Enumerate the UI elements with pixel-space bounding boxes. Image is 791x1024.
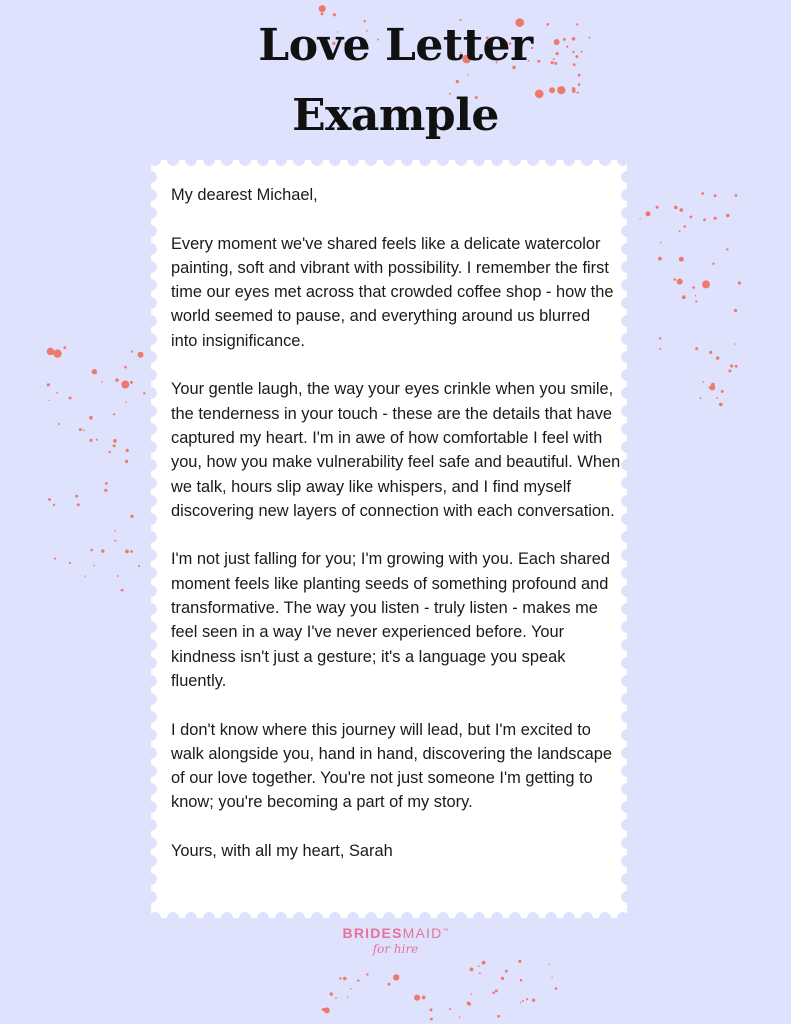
paint-dot — [695, 300, 697, 302]
bridesmaid-for-hire-logo — [0, 925, 791, 956]
paint-dot — [680, 208, 684, 212]
paint-dot — [124, 366, 127, 369]
paint-dot — [660, 242, 662, 244]
paint-dot — [639, 218, 640, 219]
letter-paragraph: Your gentle laugh, the way your eyes crinkle when you smile, the tenderness in your touch - these are the details that have captured my heart. I'm in awe of how comfortable I feel with you, how you make vulnerability feel safe and beautiful. When we talk, hours slip away like whispers, and I find myself discovering new layers of connection with each conversation. — [171, 380, 621, 520]
paint-dot — [716, 397, 718, 399]
paint-dot — [131, 351, 133, 353]
paint-dot — [47, 383, 50, 386]
paint-dot — [456, 80, 459, 83]
paint-dot — [126, 449, 129, 452]
paint-dot — [59, 353, 61, 355]
paint-dot — [716, 356, 719, 359]
stamp-right-edge — [620, 168, 627, 910]
paint-dot — [58, 423, 60, 425]
logo-trademark: ™ — [442, 928, 449, 935]
paint-dot — [449, 1008, 451, 1010]
paint-dot — [48, 498, 51, 501]
letter-paragraph: I don't know where this journey will lead, but I'm excited to walk alongside you, hand in hand, discovering the landscape of our love together. You're not just someone I'm getting to know; you're becoming a part of my story. — [171, 720, 613, 812]
paint-dot — [690, 216, 693, 219]
paint-dot — [459, 1016, 460, 1017]
stamp-left-edge — [151, 168, 158, 910]
paint-dot — [721, 390, 724, 393]
paint-dot — [692, 286, 695, 289]
paint-dot — [578, 74, 581, 77]
paint-dot — [109, 451, 111, 453]
paint-dot — [414, 995, 420, 1001]
paint-dot — [47, 348, 55, 356]
paint-dot — [56, 392, 58, 394]
paint-dot — [113, 444, 116, 447]
paint-dot — [330, 992, 333, 995]
paint-dot — [388, 983, 391, 986]
paint-dot — [347, 996, 349, 998]
paint-dot — [343, 977, 347, 981]
paint-dot — [468, 74, 469, 75]
paint-dot — [138, 352, 144, 358]
paint-dot — [479, 972, 481, 974]
paint-dot — [548, 964, 549, 965]
paint-dot — [526, 998, 528, 1000]
paint-dot — [54, 557, 56, 559]
paint-dot — [518, 960, 521, 963]
paint-dot — [121, 381, 129, 389]
paint-dot — [482, 961, 486, 965]
paint-dot — [719, 403, 723, 407]
paint-dot — [69, 562, 71, 564]
paint-dot — [738, 281, 741, 284]
paint-dot — [114, 530, 116, 532]
paint-dot — [335, 997, 337, 999]
paint-dot — [659, 337, 661, 339]
paint-dot — [69, 397, 72, 400]
paint-dot — [114, 540, 116, 542]
paint-dot — [339, 977, 341, 979]
paint-dot — [113, 413, 115, 415]
paint-dot — [679, 257, 684, 262]
paint-dot — [113, 439, 117, 443]
paint-dot — [659, 348, 661, 350]
paint-dot — [492, 992, 495, 995]
paint-dot — [726, 214, 730, 218]
paint-dot — [714, 194, 717, 197]
paint-dot — [101, 549, 104, 552]
paint-dot — [93, 565, 95, 567]
paint-dot — [709, 351, 712, 354]
paint-dot — [104, 489, 107, 492]
paint-dot — [77, 503, 80, 506]
paint-dot — [430, 1018, 433, 1021]
letter-salutation: My dearest Michael, — [171, 186, 318, 204]
paint-dot — [728, 369, 731, 372]
paint-dot — [505, 970, 508, 973]
paint-dot — [53, 504, 55, 506]
paint-dot — [357, 979, 359, 981]
paint-dot — [366, 973, 368, 975]
paint-dot — [551, 977, 552, 978]
paint-dot — [658, 257, 662, 261]
logo-brand-light: MAID — [402, 925, 443, 941]
paint-dot — [520, 979, 523, 982]
paint-dot — [115, 378, 119, 382]
letter-body — [171, 183, 621, 863]
paint-dot — [497, 1015, 500, 1018]
paint-dot — [96, 439, 98, 441]
paint-dot — [674, 278, 677, 281]
paint-dot — [646, 211, 651, 216]
paint-dot — [121, 589, 124, 592]
paint-dot — [91, 549, 94, 552]
paint-dot — [130, 515, 133, 518]
paint-dot — [125, 460, 128, 463]
paint-dot — [701, 192, 704, 195]
paint-dot — [63, 346, 66, 349]
paint-dot — [677, 279, 683, 285]
paint-dot — [89, 439, 92, 442]
paint-dot — [125, 550, 129, 554]
paint-dot — [350, 988, 351, 989]
paint-dot — [101, 381, 103, 383]
paint-dot — [430, 1008, 433, 1011]
paint-dot — [138, 565, 140, 567]
paint-dot — [711, 383, 715, 387]
paint-dot — [682, 295, 686, 299]
paint-dot — [683, 225, 686, 228]
paint-dot — [520, 1002, 521, 1003]
paint-dot — [532, 999, 535, 1002]
paint-dot — [674, 206, 678, 210]
paint-dot — [501, 977, 504, 980]
paint-dot — [85, 575, 86, 576]
paint-dot — [471, 993, 472, 994]
letter-paragraph: Every moment we've shared feels like a delicate watercolor painting, soft and vibrant with possibility. I remember the first time our eyes met across that crowded coffee shop - how the world seemed to pause, and everything around us blurred into insignificance. — [171, 234, 614, 350]
paint-dot — [105, 482, 108, 485]
paint-dot — [679, 230, 681, 232]
paint-dot — [422, 996, 426, 1000]
paint-dot — [735, 194, 738, 197]
paint-dot — [714, 217, 717, 220]
paint-dot — [700, 397, 702, 399]
logo-wordmark — [0, 925, 791, 941]
paint-dot — [75, 495, 78, 498]
paint-dot — [703, 218, 706, 221]
paint-dot — [555, 987, 558, 990]
paint-dot — [467, 1002, 471, 1006]
paint-dot — [735, 365, 738, 368]
letter-paragraph: I'm not just falling for you; I'm growing with you. Each shared moment feels like planting seeds of something profound and transformative. The way you listen - truly listen - makes me feel seen in a way I've never experienced before. Your kindness isn't just a gesture; it's a language you speak fluently. — [171, 550, 610, 690]
paint-dot — [702, 381, 704, 383]
paint-dot — [130, 550, 133, 553]
paint-dot — [726, 248, 728, 250]
paint-dot — [126, 402, 128, 404]
page-title-line-1: Love Letter — [258, 20, 533, 71]
paint-dot — [695, 295, 697, 297]
paint-dot — [470, 968, 474, 972]
paint-dot — [393, 974, 399, 980]
paint-dot — [478, 965, 480, 967]
paint-dot — [708, 387, 710, 389]
paint-dot — [130, 381, 133, 384]
paint-dot — [712, 263, 714, 265]
paint-dot — [734, 343, 736, 345]
paint-dot — [49, 400, 50, 401]
letter-signoff: Yours, with all my heart, Sarah — [171, 842, 393, 861]
logo-tagline: for hire — [372, 942, 419, 956]
paint-dot — [578, 83, 581, 86]
paint-dot — [319, 5, 326, 12]
paint-dot — [495, 989, 498, 992]
paint-dot — [734, 309, 737, 312]
paint-dot — [79, 428, 82, 431]
page-title-line-2: Example — [292, 90, 499, 141]
paint-dot — [83, 429, 85, 431]
paint-dot — [89, 416, 93, 420]
paint-dot — [656, 206, 659, 209]
paint-dot — [730, 364, 733, 367]
logo-brand-bold: BRIDES — [342, 925, 403, 941]
paint-dot — [522, 1000, 524, 1002]
paint-dot — [92, 369, 97, 374]
paint-dot — [321, 12, 324, 15]
paint-dot — [333, 13, 336, 16]
paint-dot — [143, 392, 145, 394]
paint-dot — [702, 280, 710, 288]
paint-dot — [322, 1008, 325, 1011]
paint-dot — [695, 347, 698, 350]
paint-dot — [117, 575, 119, 577]
